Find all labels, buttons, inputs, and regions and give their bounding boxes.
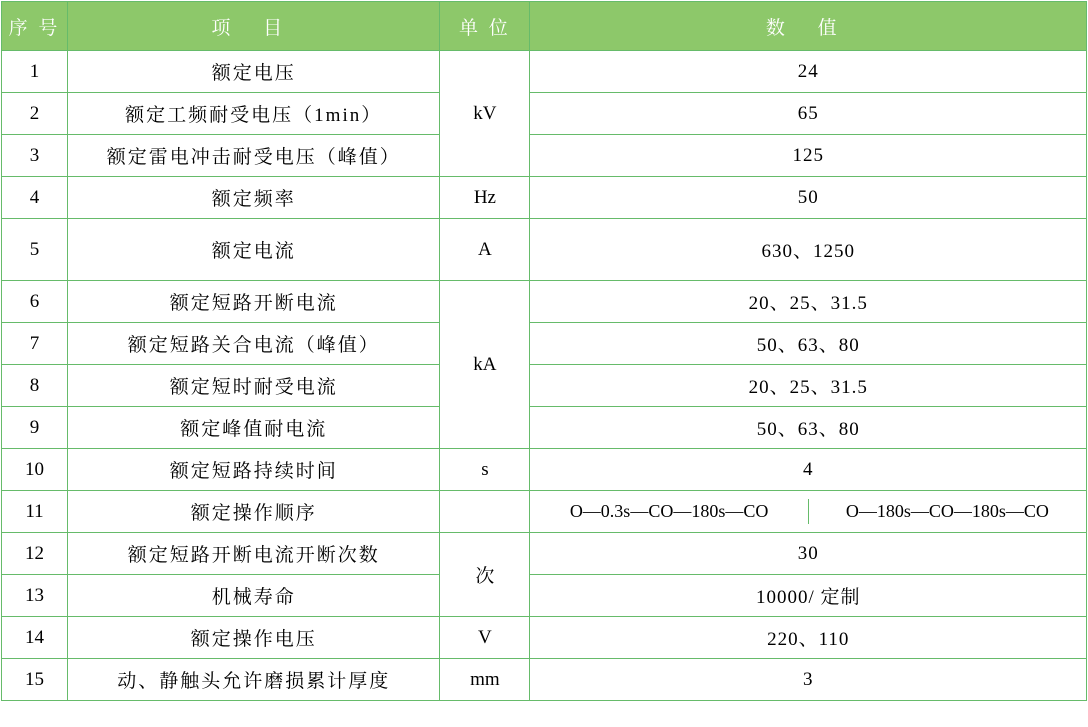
table-header [2, 2, 1087, 51]
cell-item: 机械寿命 [68, 575, 440, 617]
cell-value: 10000/ 定制 [530, 575, 1087, 617]
table-row [2, 177, 1087, 219]
cell-no: 8 [2, 365, 68, 407]
table-row [2, 281, 1087, 323]
cell-unit: Hz [440, 177, 530, 219]
cell-value-split [530, 491, 1087, 533]
table-row [2, 617, 1087, 659]
cell-item: 额定操作电压 [68, 617, 440, 659]
cell-value: 65 [530, 93, 1087, 135]
cell-value: 630、1250 [530, 219, 1087, 281]
cell-value: 24 [530, 51, 1087, 93]
cell-no: 15 [2, 659, 68, 701]
cell-value: 50、63、80 [530, 323, 1087, 365]
table-row [2, 659, 1087, 701]
cell-item: 额定短路开断电流开断次数 [68, 533, 440, 575]
cell-value: 20、25、31.5 [530, 281, 1087, 323]
cell-unit: V [440, 617, 530, 659]
cell-item: 额定工频耐受电压（1min） [68, 93, 440, 135]
cell-value: 50、63、80 [530, 407, 1087, 449]
cell-item: 额定频率 [68, 177, 440, 219]
cell-no: 2 [2, 93, 68, 135]
specification-table [1, 1, 1087, 701]
cell-item: 动、静触头允许磨损累计厚度 [68, 659, 440, 701]
cell-no: 9 [2, 407, 68, 449]
cell-no: 6 [2, 281, 68, 323]
cell-item: 额定电流 [68, 219, 440, 281]
cell-no: 7 [2, 323, 68, 365]
cell-unit: kA [440, 281, 530, 449]
table-row [2, 51, 1087, 93]
column-header-no: 序 号 [2, 2, 68, 51]
cell-value: 20、25、31.5 [530, 365, 1087, 407]
cell-no: 14 [2, 617, 68, 659]
cell-unit: kV [440, 51, 530, 177]
cell-item: 额定短路关合电流（峰值） [68, 323, 440, 365]
cell-no: 11 [2, 491, 68, 533]
table-row [2, 533, 1087, 575]
table-row [2, 365, 1087, 407]
column-header-value: 数 值 [530, 2, 1087, 51]
cell-item: 额定短路持续时间 [68, 449, 440, 491]
cell-unit: A [440, 219, 530, 281]
cell-unit: mm [440, 659, 530, 701]
table-row [2, 135, 1087, 177]
cell-no: 3 [2, 135, 68, 177]
table-row [2, 93, 1087, 135]
cell-unit [440, 491, 530, 533]
cell-item: 额定雷电冲击耐受电压（峰值） [68, 135, 440, 177]
cell-value: 220、110 [530, 617, 1087, 659]
table-row [2, 323, 1087, 365]
column-header-unit: 单 位 [440, 2, 530, 51]
cell-item: 额定操作顺序 [68, 491, 440, 533]
table-row [2, 219, 1087, 281]
cell-no: 12 [2, 533, 68, 575]
table-row [2, 407, 1087, 449]
cell-value-right: O—180s—CO—180s—CO [845, 501, 1049, 521]
cell-unit: 次 [440, 533, 530, 617]
cell-item: 额定短路开断电流 [68, 281, 440, 323]
cell-value: 30 [530, 533, 1087, 575]
cell-value: 3 [530, 659, 1087, 701]
cell-value: 50 [530, 177, 1087, 219]
cell-unit: s [440, 449, 530, 491]
cell-no: 10 [2, 449, 68, 491]
cell-no: 4 [2, 177, 68, 219]
table-row [2, 491, 1087, 533]
cell-value: 4 [530, 449, 1087, 491]
cell-no: 5 [2, 219, 68, 281]
table-row [2, 449, 1087, 491]
cell-no: 13 [2, 575, 68, 617]
operating-sequence-split [530, 499, 1086, 524]
cell-item: 额定峰值耐电流 [68, 407, 440, 449]
cell-value: 125 [530, 135, 1087, 177]
table-header-row [2, 2, 1087, 51]
cell-no: 1 [2, 51, 68, 93]
cell-item: 额定短时耐受电流 [68, 365, 440, 407]
cell-value-left: O—0.3s—CO—180s—CO [530, 499, 808, 524]
table-body [2, 51, 1087, 701]
cell-item: 额定电压 [68, 51, 440, 93]
column-header-item: 项 目 [68, 2, 440, 51]
table-row [2, 575, 1087, 617]
